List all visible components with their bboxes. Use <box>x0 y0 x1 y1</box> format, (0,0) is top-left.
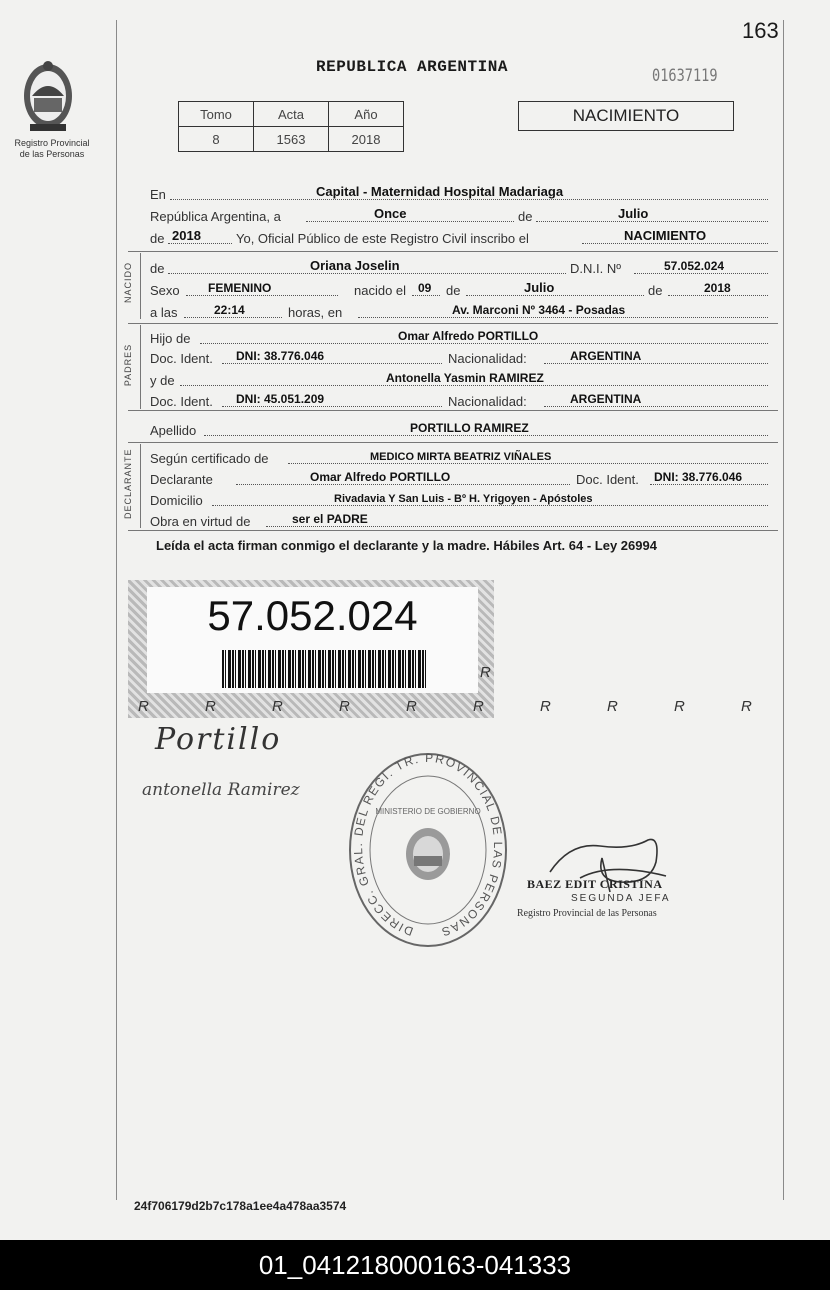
label-declarante: Declarante <box>150 472 213 487</box>
logo-caption <box>2 138 102 160</box>
value-month: Julio <box>618 206 649 221</box>
label-alas: a las <box>150 305 178 320</box>
document-type-box: NACIMIENTO <box>518 101 734 131</box>
value-year: 2018 <box>172 228 201 243</box>
dni-label-side-letter: R <box>480 664 491 681</box>
label-de-2: de <box>150 231 165 246</box>
row-hora <box>150 302 768 320</box>
closing-statement: Leída el acta firman conmigo el declarante y la madre. Hábiles Art. 64 - Ley 26994 <box>156 538 657 553</box>
row-en <box>150 184 768 202</box>
row-mother-doc <box>150 391 768 409</box>
label-hijo-de: Hijo de <box>150 331 191 346</box>
label-de-nacido: de <box>150 261 165 276</box>
official-name: BAEZ EDIT CRISTINA <box>527 877 663 891</box>
official-role: SEGUNDA JEFA <box>571 893 671 904</box>
label-dni: D.N.I. Nº <box>570 261 621 276</box>
label-apellido: Apellido <box>150 423 197 438</box>
value-mother-name: Antonella Yasmin RAMIREZ <box>386 371 544 385</box>
row-year-event <box>150 228 768 246</box>
row-certificado <box>150 448 768 466</box>
value-mother-nationality: ARGENTINA <box>570 392 642 406</box>
value-anio: 2018 <box>329 127 404 152</box>
value-capacity: ser el PADRE <box>292 512 368 526</box>
label-certificado: Según certificado de <box>150 451 269 466</box>
mother-signature: antonella Ramirez <box>142 780 300 800</box>
dni-label-number: 57.052.024 <box>207 592 418 639</box>
value-address: Rivadavia Y San Luis - Bº H. Yrigoyen - Apóstoles <box>334 493 593 505</box>
label-de-1: de <box>518 209 533 224</box>
footer-file-code: 01_041218000163-041333 <box>0 1240 830 1290</box>
father-signature: Portillo <box>155 722 282 757</box>
value-tomo: 8 <box>179 127 254 152</box>
official-organization: Registro Provincial de las Personas <box>517 907 657 919</box>
serial-number: 01637119 <box>652 66 718 86</box>
section-label-declarante: DECLARANTE <box>123 448 133 519</box>
row-declarante <box>150 469 768 487</box>
value-declarante-name: Omar Alfredo PORTILLO <box>310 470 451 484</box>
value-birth-place: Av. Marconi Nº 3464 - Posadas <box>452 303 626 317</box>
row-nacido-name <box>150 258 768 276</box>
value-event: NACIMIENTO <box>624 228 707 243</box>
label-horas-en: horas, en <box>288 305 343 320</box>
label-de-birth-1: de <box>446 283 461 298</box>
seal-inner-text: MINISTERIO DE GOBIERNO <box>375 807 481 816</box>
value-father-doc: DNI: 38.776.046 <box>236 349 325 363</box>
row-domicilio <box>150 490 768 508</box>
value-father-name: Omar Alfredo PORTILLO <box>398 329 539 343</box>
value-birth-day: 09 <box>418 281 432 295</box>
section-label-nacido: NACIDO <box>123 261 133 303</box>
value-birth-month: Julio <box>524 280 555 295</box>
page-number: 163 <box>742 18 779 43</box>
label-y-de: y de <box>150 373 175 388</box>
header-tomo: Tomo <box>179 102 254 127</box>
value-declarante-doc: DNI: 38.776.046 <box>654 470 743 484</box>
value-sexo: FEMENINO <box>208 281 272 295</box>
label-domicilio: Domicilio <box>150 493 203 508</box>
label-sexo: Sexo <box>150 283 180 298</box>
row-hijo-de <box>150 328 768 346</box>
value-child-dni: 57.052.024 <box>664 259 725 273</box>
label-declarante-doc: Doc. Ident. <box>576 472 639 487</box>
document-hash: 24f706179d2b7c178a1ee4a478aa3574 <box>134 1199 347 1213</box>
label-mother-doc: Doc. Ident. <box>150 394 213 409</box>
label-nacido-el: nacido el <box>354 283 407 298</box>
province-coat-of-arms-icon <box>18 56 78 134</box>
row-y-de <box>150 370 768 388</box>
value-day-words: Once <box>374 206 407 221</box>
official-text: Yo, Oficial Público de este Registro Civil inscribo el <box>236 231 529 246</box>
dni-label-pattern: R R R R R R R R R R <box>138 698 778 715</box>
label-en: En <box>150 187 166 202</box>
row-apellido <box>150 420 768 438</box>
row-father-doc <box>150 348 768 366</box>
logo-caption-line2: de las Personas <box>19 149 85 159</box>
value-apellido: PORTILLO RAMIREZ <box>410 421 529 435</box>
seal-ring-text: DIRECC. GRAL. DEL REGI. TR. PROVINCIAL DE LAS PERSONAS <box>350 752 506 940</box>
value-father-nationality: ARGENTINA <box>570 349 642 363</box>
row-sexo <box>150 280 768 298</box>
label-obra: Obra en virtud de <box>150 514 251 529</box>
registry-table <box>178 101 404 152</box>
label-de-birth-2: de <box>648 283 663 298</box>
header-acta: Acta <box>254 102 329 127</box>
value-place: Capital - Maternidad Hospital Madariaga <box>316 184 564 199</box>
label-republica: República Argentina, a <box>150 209 281 224</box>
barcode <box>222 650 428 688</box>
value-child-name: Oriana Joselin <box>310 258 400 273</box>
logo-caption-line1: Registro Provincial <box>14 138 90 148</box>
label-father-doc: Doc. Ident. <box>150 351 213 366</box>
section-label-padres: PADRES <box>123 343 133 387</box>
label-mother-nationality: Nacionalidad: <box>448 394 527 409</box>
value-acta: 1563 <box>254 127 329 152</box>
document-title: REPUBLICA ARGENTINA <box>316 58 508 76</box>
row-republica <box>150 206 768 224</box>
value-birth-year: 2018 <box>704 281 731 295</box>
left-margin-line <box>116 20 117 1200</box>
value-certificate: MEDICO MIRTA BEATRIZ VIÑALES <box>370 451 552 463</box>
right-margin-line <box>783 20 784 1200</box>
value-mother-doc: DNI: 45.051.209 <box>236 392 325 406</box>
row-obra <box>150 511 768 529</box>
official-seal-icon <box>348 752 508 948</box>
label-father-nationality: Nacionalidad: <box>448 351 527 366</box>
header-anio: Año <box>329 102 404 127</box>
value-birth-time: 22:14 <box>214 303 245 317</box>
